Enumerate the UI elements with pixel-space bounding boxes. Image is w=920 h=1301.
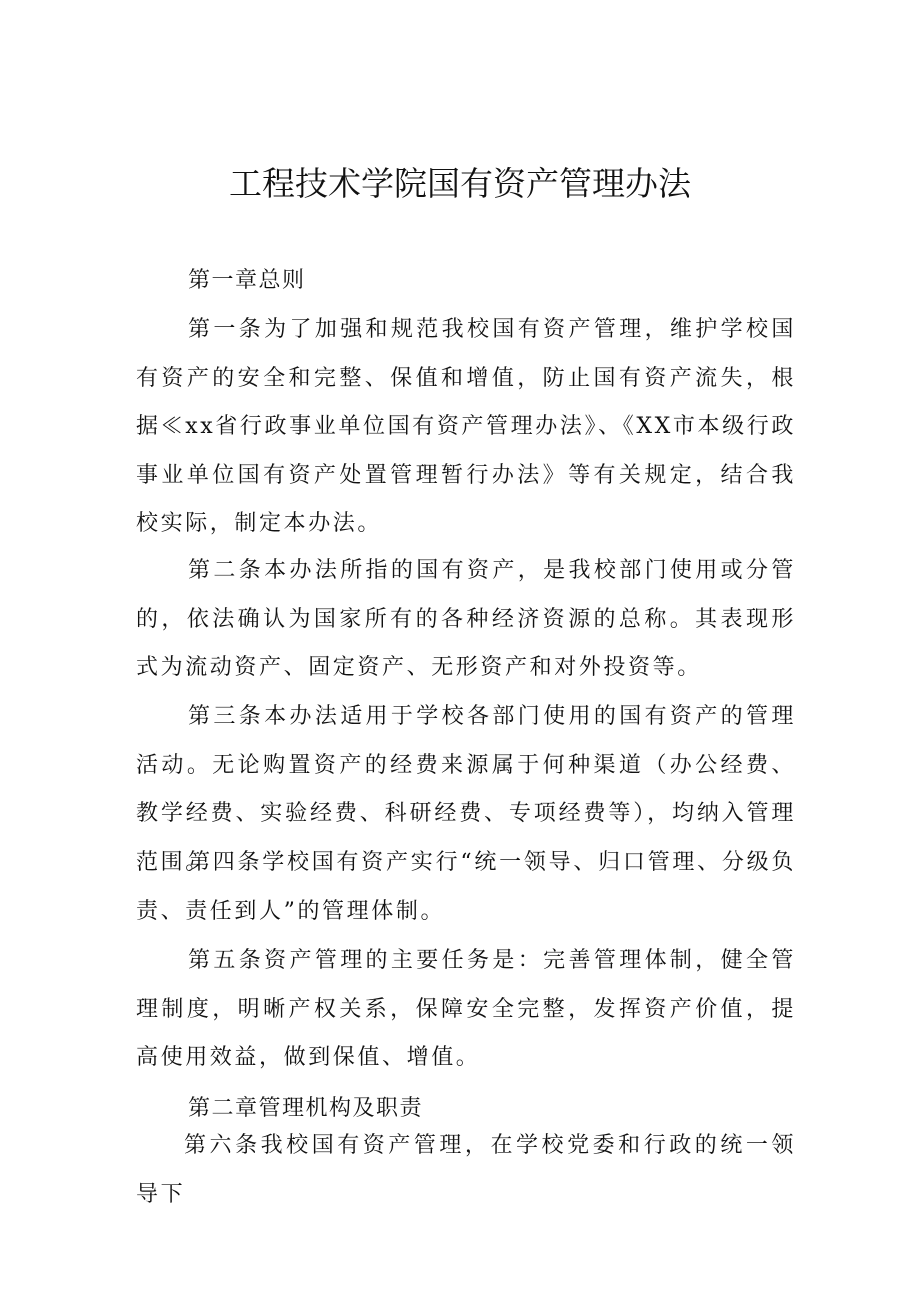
article-2: 第二条本办法所指的国有资产，是我校部门使用或分管的，依法确认为国家所有的各种经济资源的总称。其表现形式为流动资产、固定资产、无形资产和对外投资等。 [136, 558, 796, 680]
article-5: 第五条资产管理的主要任务是：完善管理体制，健全管理制度，明晰产权关系，保障安全完整，发挥资产价值，提高使用效益，做到保值、增值。 [136, 948, 796, 1070]
chapter-heading-1: 第一章总则 [188, 268, 306, 293]
article-6: 第六条我校国有资产管理，在学校党委和行政的统一领导下 [136, 1133, 796, 1207]
article-3: 第三条本办法适用于学校各部门使用的国有资产的管理活动。无论购置资产的经费来源属于何种渠道（办公经费、教学经费、实验经费、科研经费、专项经费等），均纳入管理范围。 [136, 704, 796, 875]
article-4: 第四条学校国有资产实行“统一领导、归口管理、分级负责、责任到人”的管理体制。 [136, 850, 796, 924]
document-title: 工程技术学院国有资产管理办法 [229, 164, 691, 203]
article-1: 第一条为了加强和规范我校国有资产管理，维护学校国有资产的安全和完整、保值和增值，防止国有资产流失，根据≪xx省行政事业单位国有资产管理办法》、《XX市本级行政事业单位国有资产处置管理暂行办法》等有关规定，结合我校实际，制定本办法。 [136, 317, 796, 536]
chapter-heading-2: 第二章管理机构及职责 [188, 1096, 424, 1121]
